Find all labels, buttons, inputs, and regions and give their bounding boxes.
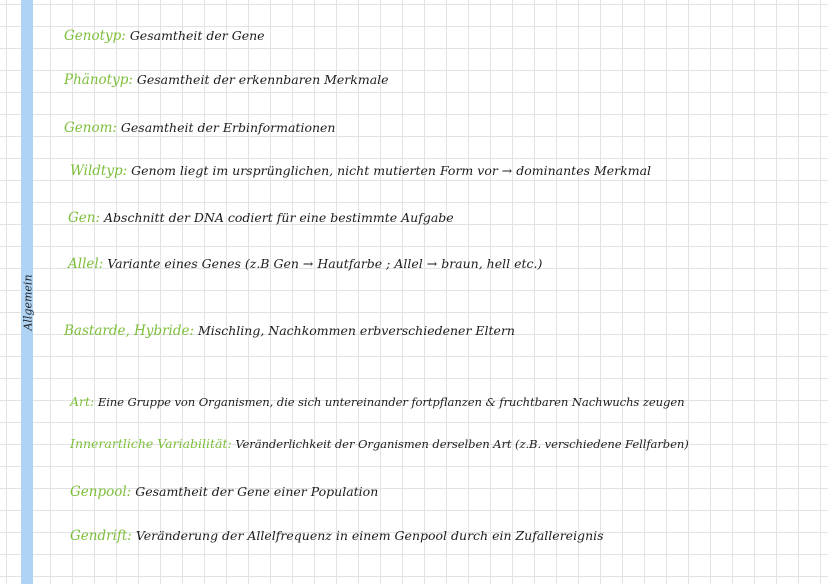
entry-definition: Gesamtheit der erkennbaren Merkmale (132, 72, 389, 87)
entry-genom (64, 120, 335, 136)
entry-term: Gendrift: (70, 528, 132, 544)
entry-genpool (70, 484, 378, 500)
entry-term: Innerartliche Variabilität: (70, 436, 232, 451)
entry-definition: Gesamtheit der Gene einer Population (131, 484, 379, 499)
entry-term: Gen: (68, 210, 101, 226)
entry-definition: Abschnitt der DNA codiert für eine bestimmte Aufgabe (100, 210, 454, 225)
entry-bastarde (64, 323, 515, 339)
entry-definition: Gesamtheit der Erbinformationen (116, 120, 336, 135)
section-label: Allgemein (21, 274, 35, 331)
entry-term: Phänotyp: (64, 72, 133, 88)
entry-term: Wildtyp: (70, 163, 128, 179)
entry-definition: Gesamtheit der Gene (125, 28, 265, 43)
entry-term: Allel: (68, 256, 104, 272)
entry-innerartliche-variabilitaet (70, 436, 689, 452)
entry-term: Genom: (64, 120, 117, 136)
entry-term: Genotyp: (64, 28, 126, 44)
entry-definition: Variante eines Genes (z.B Gen → Hautfarbe ; Allel → braun, hell etc.) (103, 256, 543, 271)
entry-term: Art: (70, 394, 95, 409)
entry-definition: Eine Gruppe von Organismen, die sich untereinander fortpflanzen & fruchtbaren Nachwuchs zeugen (94, 395, 685, 409)
entry-genotyp (64, 28, 265, 44)
entry-allel (68, 256, 542, 272)
entry-wildtyp (70, 163, 651, 179)
entry-term: Bastarde, Hybride: (64, 323, 195, 339)
entry-term: Genpool: (70, 484, 132, 500)
entry-definition: Mischling, Nachkommen erbverschiedener Eltern (194, 323, 515, 338)
entry-definition: Genom liegt im ursprünglichen, nicht mutierten Form vor → dominantes Merkmal (127, 163, 652, 178)
entry-gen (68, 210, 454, 226)
entry-definition: Veränderung der Allelfrequenz in einem Genpool durch ein Zufallereignis (131, 528, 604, 543)
entry-definition: Veränderlichkeit der Organismen derselben Art (z.B. verschiedene Fellfarben) (231, 437, 689, 451)
entry-gendrift (70, 528, 604, 544)
entry-phaenotyp (64, 72, 389, 88)
entry-art (70, 394, 684, 410)
